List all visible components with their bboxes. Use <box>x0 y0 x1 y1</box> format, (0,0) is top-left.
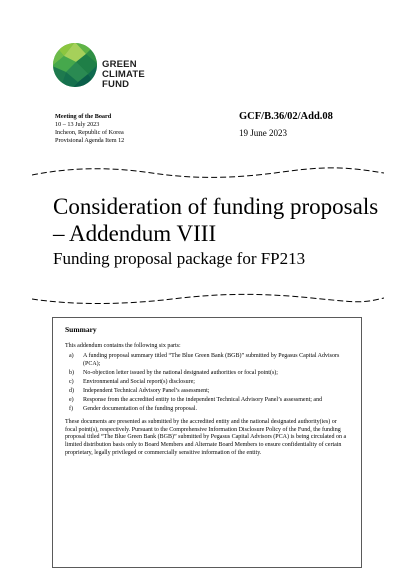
document-date: 19 June 2023 <box>239 128 287 138</box>
logo-line: CLIMATE <box>102 69 145 80</box>
summary-heading: Summary <box>65 325 97 334</box>
list-item-text: Environmental and Social report(s) disclosure; <box>83 378 195 385</box>
meeting-heading: Meeting of the Board <box>55 113 112 120</box>
meeting-info <box>55 113 124 145</box>
wave-divider-bottom <box>32 291 384 307</box>
meeting-dates: 10 – 13 July 2023 <box>55 121 100 128</box>
summary-intro: This addendum contains the following six parts: <box>65 342 181 349</box>
list-item-text: Independent Technical Advisory Panel’s assessment; <box>83 387 210 394</box>
summary-list <box>65 353 347 413</box>
logo-wordmark <box>102 60 145 90</box>
list-item-text: Gender documentation of the funding proposal. <box>83 405 197 412</box>
list-item-text: A funding proposal summary titled “The Blue Green Bank (BGB)” submitted by Pegasus Capital Advisors (PCA); <box>83 353 340 367</box>
globe-logo-icon <box>52 42 98 88</box>
list-item <box>65 353 347 368</box>
list-item-label: f) <box>69 405 73 412</box>
list-item <box>65 370 347 378</box>
wave-divider-top <box>32 165 384 181</box>
list-item-label: a) <box>69 353 74 360</box>
list-item <box>65 397 347 405</box>
list-item-text: No-objection letter issued by the national designated authorities or focal point(s); <box>83 369 278 376</box>
gcf-logo <box>52 40 145 90</box>
list-item-label: e) <box>69 396 74 403</box>
logo-line: FUND <box>102 79 130 90</box>
summary-box <box>52 317 362 568</box>
list-item <box>65 406 347 414</box>
summary-closing-paragraph: These documents are presented as submitted by the accredited entity and the national designated authority(ies) or focal point(s), respectively. Pursuant to the Comprehensive Information Disclosure Policy of the Fund, the funding proposal titled “The Blue Green Bank (BGB)” submitted by Pegasus Capital Advisors (PCA) is being circulated on a limited distribution basis only to Board Members and Alternate Board Members to ensure confidentiality of certain proprietary, legally privileged or commercially sensitive information of the entity. <box>65 419 347 456</box>
page-subtitle: Funding proposal package for FP213 <box>53 249 306 268</box>
list-item-label: b) <box>69 369 74 376</box>
list-item-label: d) <box>69 387 74 394</box>
page-title: Consideration of funding proposals – Addendum VIII <box>53 194 379 246</box>
list-item-text: Response from the accredited entity to the independent Technical Advisory Panel’s assessment; and <box>83 396 323 403</box>
meeting-location: Incheon, Republic of Korea <box>55 129 124 136</box>
document-number: GCF/B.36/02/Add.08 <box>239 111 333 122</box>
list-item <box>65 388 347 396</box>
logo-line: GREEN <box>102 59 137 70</box>
list-item <box>65 379 347 387</box>
meeting-agenda: Provisional Agenda Item 12 <box>55 137 125 144</box>
list-item-label: c) <box>69 378 74 385</box>
